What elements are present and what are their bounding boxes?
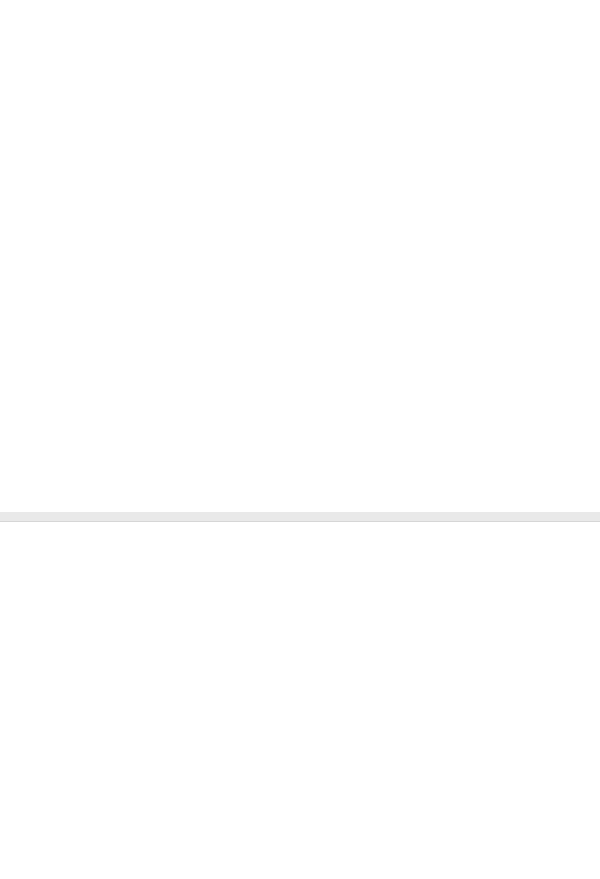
page-separator	[0, 512, 600, 521]
document-page-bottom	[0, 521, 600, 879]
